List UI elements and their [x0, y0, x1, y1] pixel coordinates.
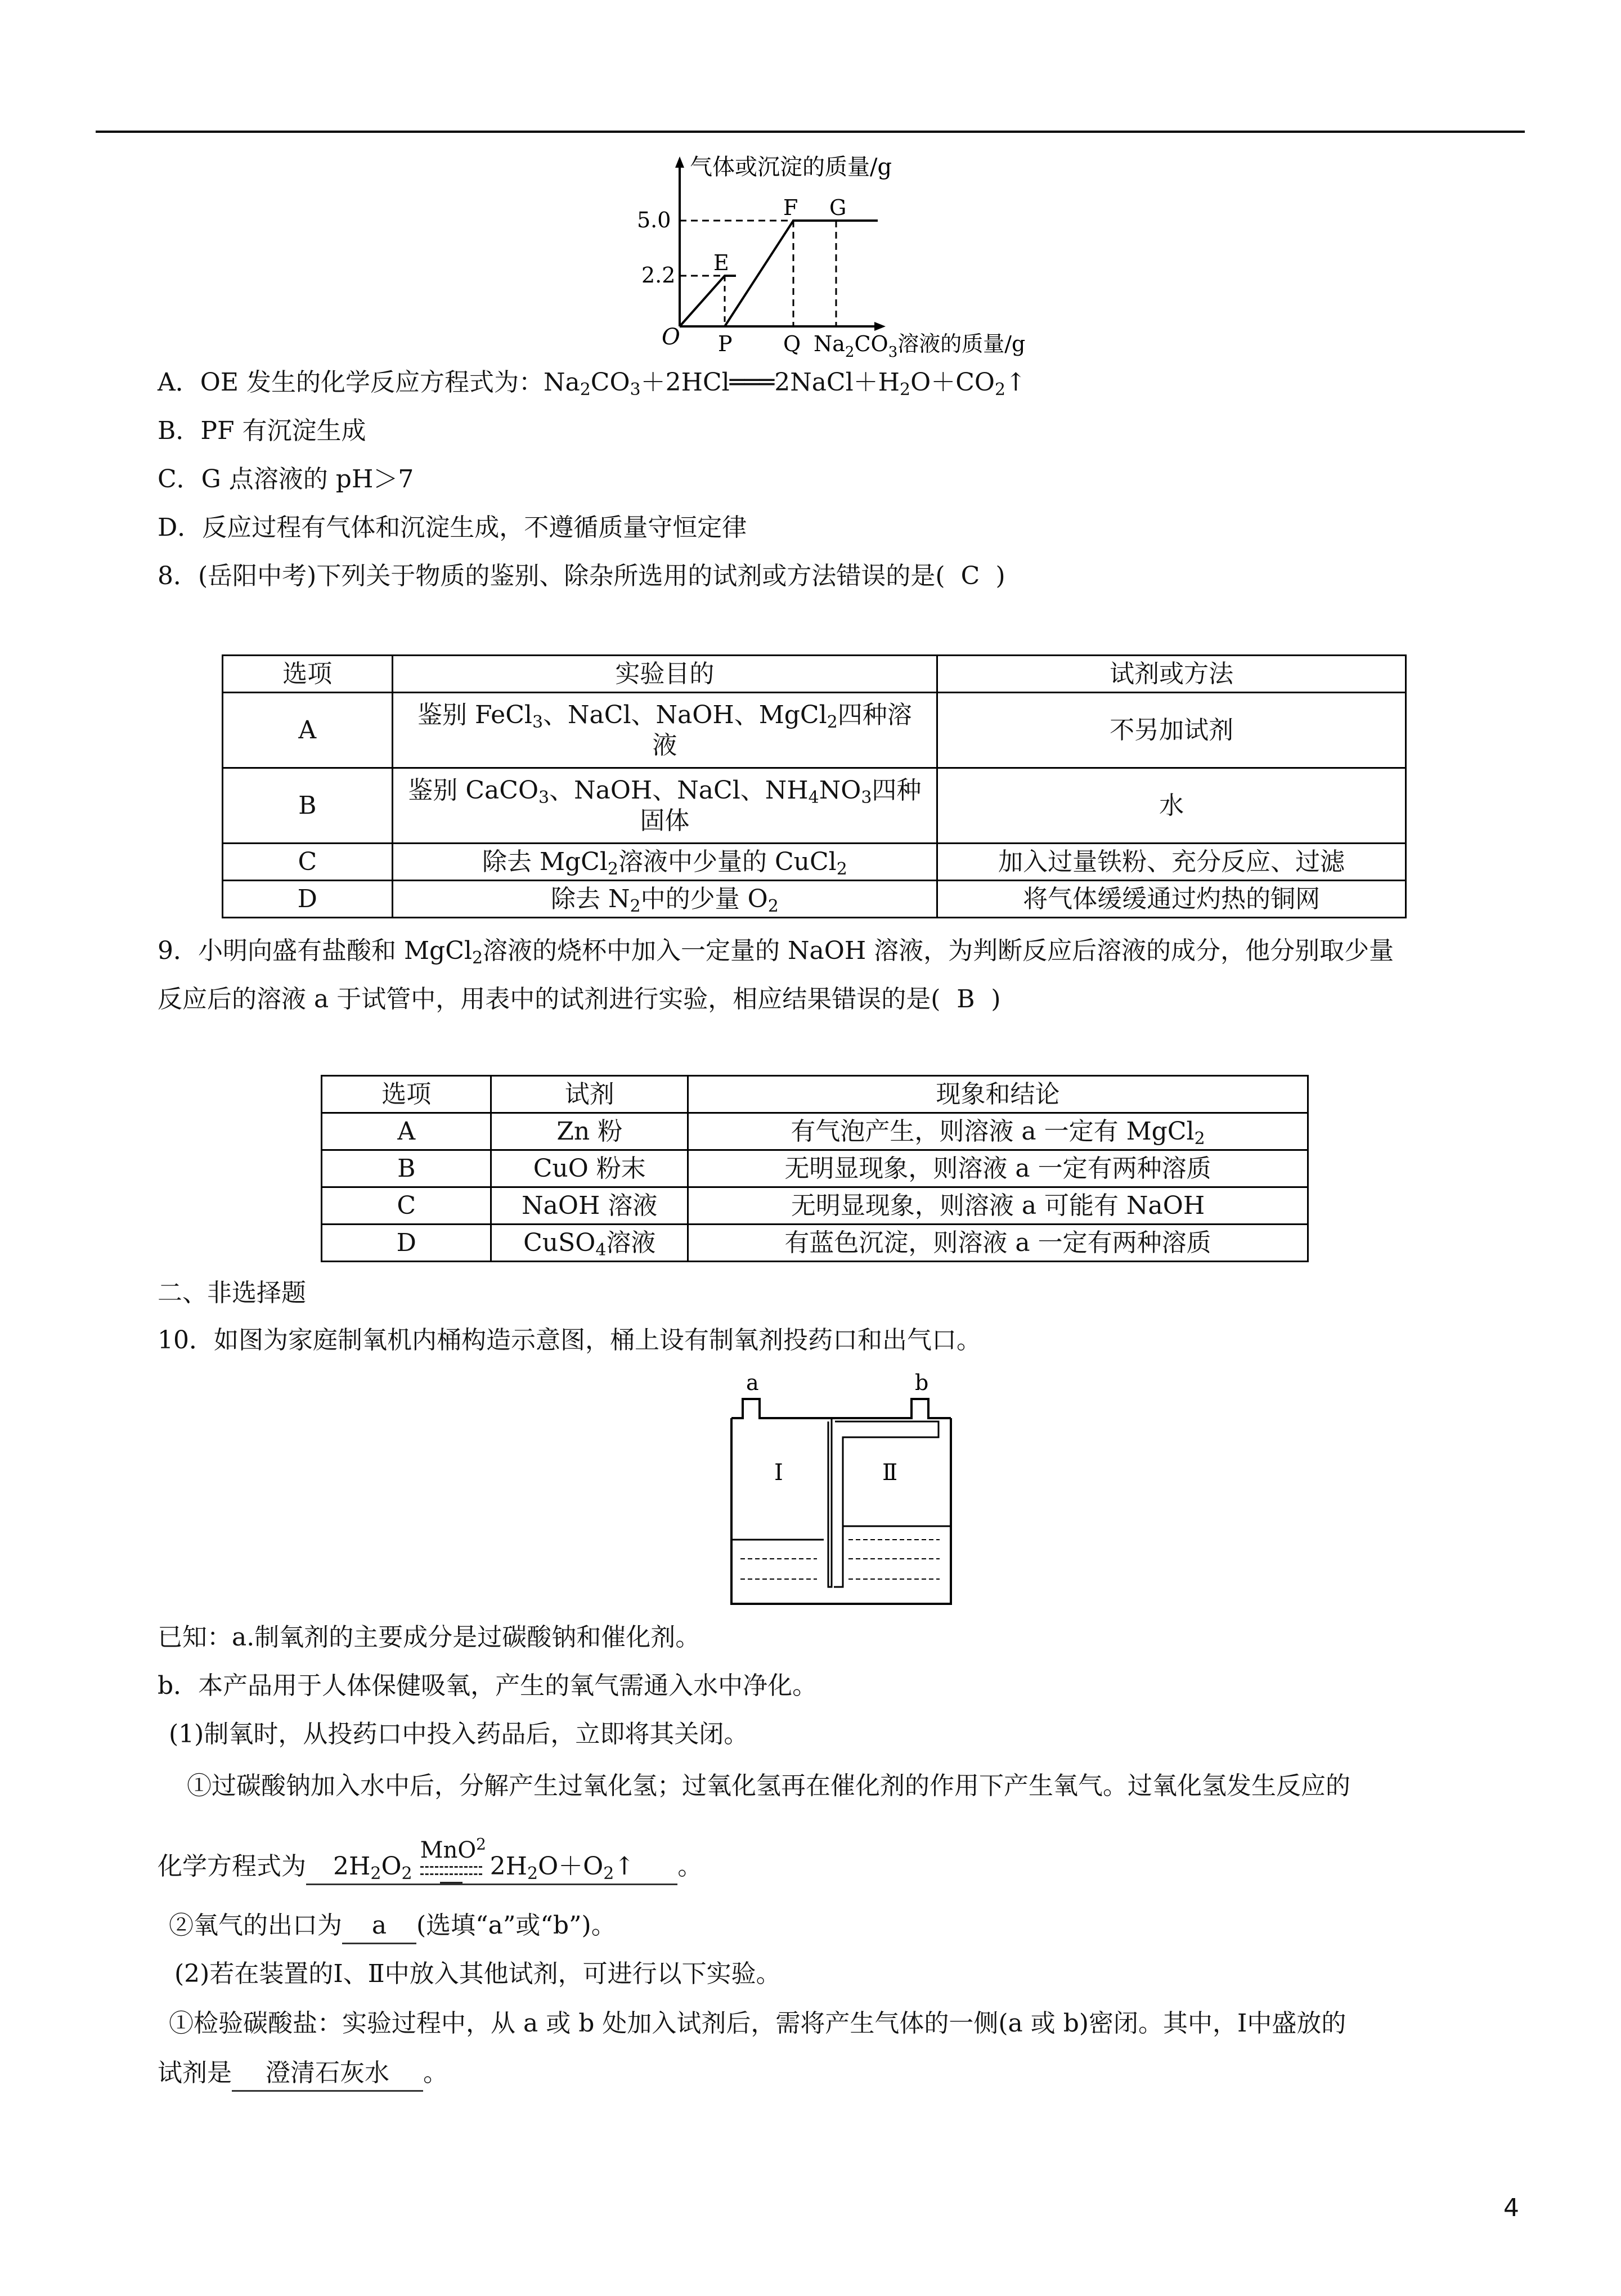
- header-reagent: 试剂: [491, 1076, 688, 1113]
- row-option: C: [223, 844, 393, 881]
- reagent-answer: 澄清石灰水: [232, 2056, 423, 2092]
- q10-equation-line: 化学方程式为 $2H_2O_2$ MnO$^2$ $2H_2O+O_2↑$ 。: [158, 1838, 702, 1885]
- row-reagent: Zn 粉: [491, 1113, 688, 1150]
- outlet-answer: a: [342, 1909, 416, 1944]
- table-header-row: [322, 1076, 1308, 1113]
- row-method: 不另加试剂: [937, 693, 1406, 768]
- header-goal: 实验目的: [392, 656, 937, 693]
- q7-option-b: B．PF 有沉淀生成: [158, 416, 366, 445]
- q9-table: [321, 1075, 1309, 1262]
- row-reagent: NaOH 溶液: [491, 1187, 688, 1225]
- row-option: A: [223, 693, 393, 768]
- q8-table: [222, 654, 1407, 918]
- origin-label: O: [662, 324, 680, 350]
- table-row: [322, 1150, 1308, 1187]
- q10-part-1-2: ②氧气的出口为 a (选填“a”或“b”)。: [169, 1909, 616, 1944]
- q8-stem: 8．(岳阳中考)下列关于物质的鉴别、除杂所选用的试剂或方法错误的是( C ): [158, 559, 1005, 593]
- q9-answer: B: [957, 985, 975, 1014]
- table-header-row: [223, 656, 1406, 693]
- row-option: B: [223, 768, 393, 844]
- row-reagent: CuSO$_4$溶液: [491, 1225, 688, 1262]
- q10-known-b: b．本产品用于人体保健吸氧，产生的氧气需通入水中净化。: [158, 1671, 818, 1700]
- row-option: B: [322, 1150, 491, 1187]
- header-rule: [96, 131, 1525, 133]
- x-axis-title: $Na_2CO_3$溶液的质量/g: [814, 331, 1026, 361]
- mass-graph: [585, 147, 1069, 367]
- table-row: [223, 768, 1406, 844]
- table-row: [223, 881, 1406, 918]
- table-row: [223, 844, 1406, 881]
- q10-part-1-1: ①过碳酸钠加入水中后，分解产生过氧化氢；过氧化氢再在催化剂的作用下产生氧气。过氧化氢发生反应的: [187, 1772, 1350, 1800]
- row-option: D: [223, 881, 393, 918]
- q8-answer: C: [960, 562, 980, 590]
- row-method: 将气体缓缓通过灼热的铜网: [937, 881, 1406, 918]
- q7-option-c: C．G 点溶液的 pH＞7: [158, 465, 414, 494]
- row-option: C: [322, 1187, 491, 1225]
- q10-part-2: (2)若在装置的Ⅰ、Ⅱ中放入其他试剂，可进行以下实验。: [174, 1959, 781, 1988]
- header-option: 选项: [322, 1076, 491, 1113]
- row-result: 有蓝色沉淀，则溶液 a 一定有两种溶质: [688, 1225, 1308, 1262]
- table-row: [322, 1187, 1308, 1225]
- q7-option-d: D．反应过程有气体和沉淀生成，不遵循质量守恒定律: [158, 513, 747, 542]
- label-g: G: [829, 195, 847, 220]
- row-method: 水: [937, 768, 1406, 844]
- q10-known-a: 已知：a.制氧剂的主要成分是过碳酸钠和催化剂。: [158, 1623, 701, 1652]
- q9-stem-line2: 反应后的溶液 a 于试管中，用表中的试剂进行实验，相应结果错误的是( B ): [158, 983, 1001, 1016]
- q10-part-1: (1)制氧时，从投药口中投入药品后，立即将其关闭。: [169, 1720, 749, 1748]
- header-method: 试剂或方法: [937, 656, 1406, 693]
- header-result: 现象和结论: [688, 1076, 1308, 1113]
- equation-answer: $2H_2O_2$ MnO$^2$ $2H_2O+O_2↑$: [306, 1838, 677, 1885]
- row-result: 无明显现象，则溶液 a 可能有 NaOH: [688, 1187, 1308, 1225]
- row-result: 无明显现象，则溶液 a 一定有两种溶质: [688, 1150, 1308, 1187]
- row-method: 加入过量铁粉、充分反应、过滤: [937, 844, 1406, 881]
- row-goal: 除去 MgCl$_2$溶液中少量的 CuCl$_2$: [392, 844, 937, 881]
- page-number: 4: [1503, 2194, 1519, 2222]
- q10-stem: 10．如图为家庭制氧机内桶构造示意图，桶上设有制氧剂投药口和出气口。: [158, 1326, 981, 1355]
- label-b: b: [915, 1370, 929, 1395]
- label-p: P: [718, 331, 733, 356]
- table-row: [223, 693, 1406, 768]
- row-option: D: [322, 1225, 491, 1262]
- q7-option-a: A．OE 发生的化学反应方程式为：$Na_2CO_3+2HCl═══2NaCl+H_2O+CO_2↑$: [158, 368, 1026, 400]
- label-f: F: [783, 195, 798, 220]
- label-chamber-1: Ⅰ: [774, 1460, 783, 1486]
- label-q: Q: [783, 331, 801, 356]
- y-tick-2-2: 2.2: [641, 263, 676, 288]
- y-tick-5: 5.0: [637, 208, 671, 232]
- label-e: E: [713, 250, 729, 275]
- table-row: [322, 1113, 1308, 1150]
- row-goal: 鉴别 CaCO$_3$、NaOH、NaCl、$NH_4NO_3$四种 固体: [392, 768, 937, 844]
- q9-stem-line1: 9．小明向盛有盐酸和 MgCl$_2$溶液的烧杯中加入一定量的 NaOH 溶液，为判断反应后溶液的成分，他分别取少量: [158, 936, 1394, 968]
- row-option: A: [322, 1113, 491, 1150]
- y-axis-title: 气体或沉淀的质量/g: [690, 154, 892, 180]
- reaction-condition: MnO$^2$: [420, 1838, 482, 1884]
- header-option: 选项: [223, 656, 393, 693]
- row-goal: 除去 $N_2$中的少量 $O_2$: [392, 881, 937, 918]
- row-goal: 鉴别 FeCl$_3$、NaCl、NaOH、MgCl$_2$四种溶 液: [392, 693, 937, 768]
- oxygen-generator-diagram: [715, 1367, 962, 1615]
- row-reagent: CuO 粉末: [491, 1150, 688, 1187]
- section-heading: 二、非选择题: [158, 1279, 306, 1307]
- label-chamber-2: Ⅱ: [882, 1460, 898, 1486]
- label-a: a: [746, 1370, 759, 1395]
- q10-part-2-1: ①检验碳酸盐：实验过程中，从 a 或 b 处加入试剂后，需将产生气体的一侧(a 或 b)密闭。其中，Ⅰ中盛放的: [169, 2009, 1346, 2038]
- table-row: [322, 1225, 1308, 1262]
- q10-part-2-1b: 试剂是 澄清石灰水 。: [158, 2056, 448, 2092]
- row-result: 有气泡产生，则溶液 a 一定有 MgCl$_2$: [688, 1113, 1308, 1150]
